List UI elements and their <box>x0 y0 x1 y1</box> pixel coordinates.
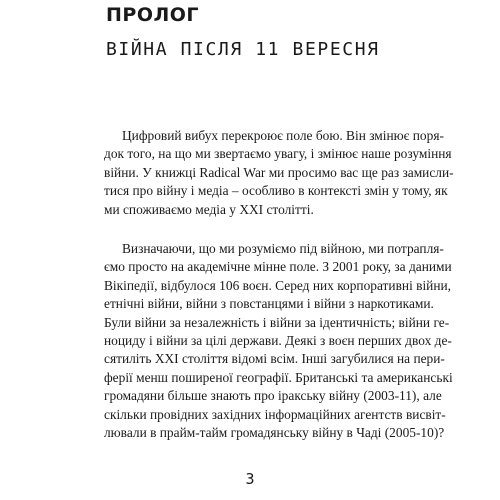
text-line: етнічні війни, війни з повстанцями і війни з наркотиками. <box>104 296 434 312</box>
text-line: громадяни більше знають про іракську війну (2003-11), але <box>104 388 442 404</box>
text-line: ми споживаємо медіа у XXI столітті. <box>104 201 314 217</box>
chapter-label: ПРОЛОГ <box>106 4 200 26</box>
text-line: док того, на що ми звертаємо увагу, і змінює наше розуміння <box>104 146 452 162</box>
text-line: ємо просто на академічне мінне поле. З 2001 року, за даними <box>104 259 452 275</box>
text-line: війни. У книжці Radical War ми просимо вас ще раз замисли- <box>104 164 454 180</box>
paragraph-2 <box>104 240 453 442</box>
text-line: Визначаючи, що ми розуміємо під війною, ми потрапля- <box>122 241 444 256</box>
page-number: 3 <box>245 470 255 488</box>
paragraph-1 <box>104 127 454 219</box>
text-line: сятиліть XXI століття відомі всім. Інші загубилися на пери- <box>104 351 445 367</box>
text-line: скільки провідних західних інформаційних агентств висвіт- <box>104 406 446 422</box>
text-line: лювали в прайм-тайм громадянську війну в Чаді (2005-10)? <box>104 424 445 440</box>
text-line: ферії менш поширеної географії. Британські та американські <box>104 369 453 385</box>
chapter-title: ВІЙНА ПІСЛЯ 11 ВЕРЕСНЯ <box>106 39 380 60</box>
text-line: Були війни за незалежність і війни за ідентичність; війни ге- <box>104 314 450 330</box>
text-line: тися про війну і медіа – особливо в контексті змін у тому, як <box>104 183 448 199</box>
text-line: Цифровий вибух перекроює поле бою. Він змінює поря- <box>122 128 444 143</box>
text-line: ноциду і війни за цілі держави. Деякі з воєн перших двох де- <box>104 332 452 348</box>
text-line: Вікіпедії, відбулося 106 воєн. Серед них корпоративні війни, <box>104 277 452 293</box>
